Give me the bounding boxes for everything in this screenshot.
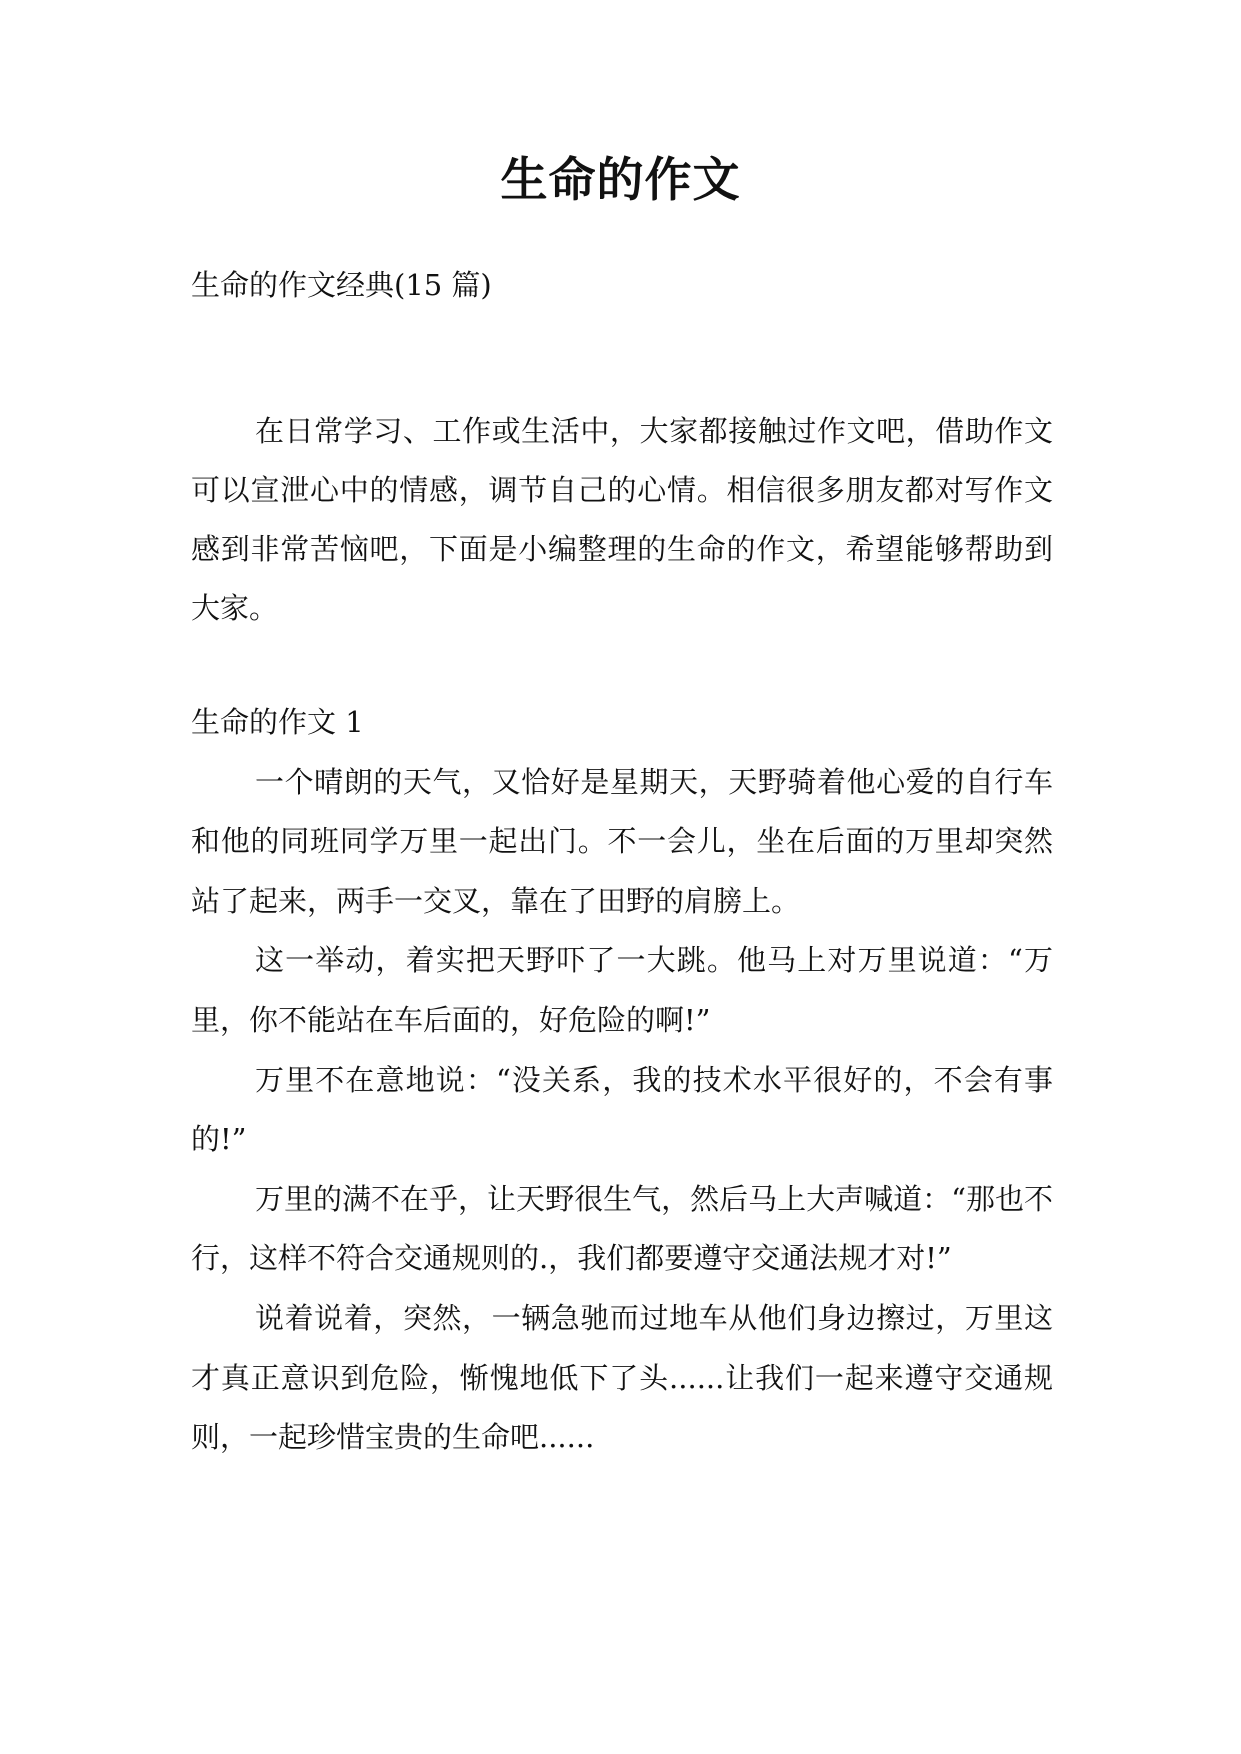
essay-paragraph-4: 万里的满不在乎，让天野很生气，然后马上大声喊道：“那也不行，这样不符合交通规则的.，我们都要遵守交通法规才对!” — [191, 1181, 1053, 1276]
essay-paragraph-5: 说着说着，突然，一辆急驰而过地车从他们身边擦过，万里这才真正意识到危险，惭愧地低下了头......让我们一起来遵守交通规则，一起珍惜宝贵的生命吧...... — [191, 1300, 1053, 1455]
essay-paragraph-1: 一个晴朗的天气，又恰好是星期天，天野骑着他心爱的自行车和他的同班同学万里一起出门。不一会儿，坐在后面的万里却突然站了起来，两手一交叉，靠在了田野的肩膀上。 — [191, 764, 1053, 918]
section-heading: 生命的作文 1 — [191, 705, 364, 739]
essay-paragraph-2: 这一举动，着实把天野吓了一大跳。他马上对万里说道：“万里，你不能站在车后面的，好危险的啊!” — [191, 943, 1053, 1037]
essay-paragraph-3: 万里不在意地说：“没关系，我的技术水平很好的，不会有事的!” — [191, 1062, 1053, 1157]
document-subtitle: 生命的作文经典(15 篇) — [191, 268, 492, 302]
intro-block — [191, 402, 1053, 638]
intro-paragraph: 在日常学习、工作或生活中，大家都接触过作文吧，借助作文可以宣泄心中的情感，调节自己的心情。相信很多朋友都对写作文感到非常苦恼吧，下面是小编整理的生命的作文，希望能够帮助到大家。 — [191, 414, 1053, 625]
essay-1 — [191, 693, 1053, 1468]
document-title: 生命的作文 — [500, 153, 741, 208]
